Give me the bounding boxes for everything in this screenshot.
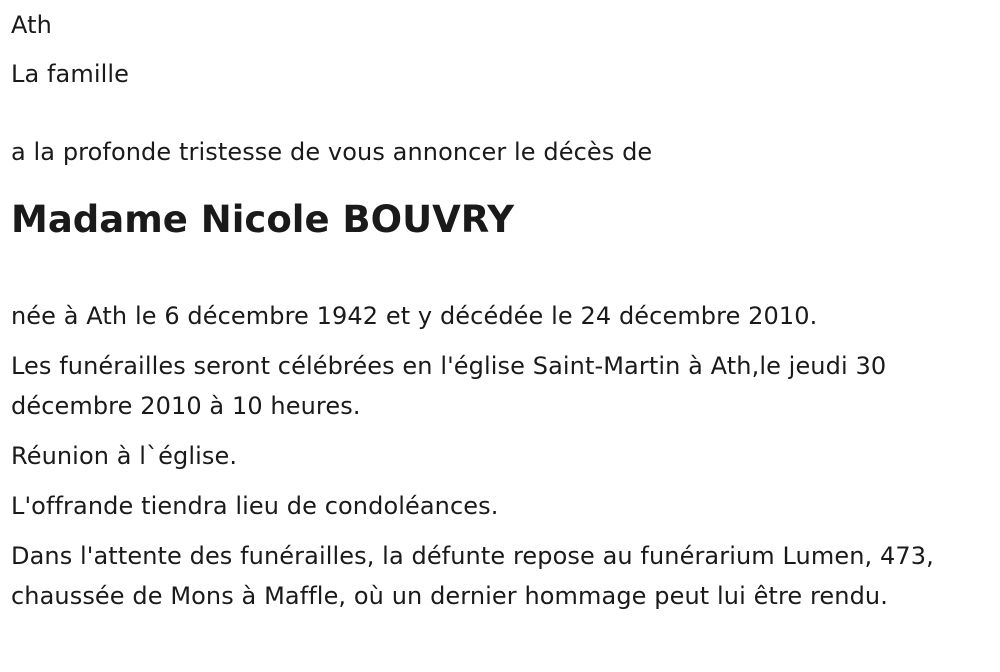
funeral-text: Les funérailles seront célébrées en l'église Saint-Martin à Ath,le jeudi 30 décembre 2010 à 10 heures.: [11, 352, 887, 420]
deceased-name: Madame Nicole BOUVRY: [11, 198, 515, 241]
announcement-intro: a la profonde tristesse de vous annoncer le décès de: [11, 138, 653, 166]
birth-death-text: née à Ath le 6 décembre 1942 et y décédée le 24 décembre 2010.: [11, 302, 818, 330]
location-text: Ath: [11, 11, 52, 39]
funeral-home-text: Dans l'attente des funérailles, la défunte repose au funérarium Lumen, 473, chaussée de Mons à Maffle, où un dernier hommage peut lui être rendu.: [11, 542, 934, 610]
gathering-text: Réunion à l`église.: [11, 442, 238, 470]
family-text: La famille: [11, 60, 130, 88]
condolences-text: L'offrande tiendra lieu de condoléances.: [11, 492, 499, 520]
